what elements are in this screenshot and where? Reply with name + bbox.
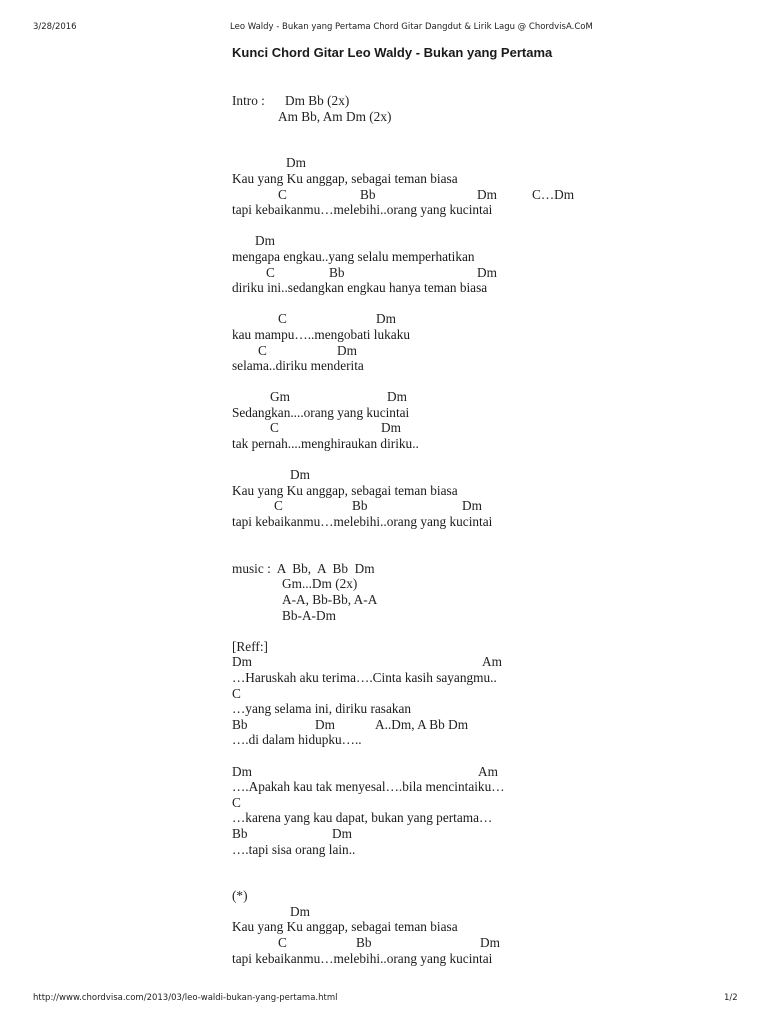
blank-line: [232, 140, 562, 156]
blank-line: [232, 530, 562, 546]
lyric-line: [232, 483, 562, 499]
chord-token: Dm: [462, 498, 482, 514]
chord-line: [232, 498, 562, 514]
chord-token: Dm: [477, 186, 497, 202]
lyric-text: tapi kebaikanmu…melebihi..orang yang kucintai: [232, 202, 493, 218]
lyric-text: Kau yang Ku anggap, sebagai teman biasa: [232, 482, 458, 498]
blank-line: [232, 623, 562, 639]
lyric-line: [232, 732, 562, 748]
chord-line: [232, 389, 562, 405]
chord-line: [232, 639, 562, 655]
chord-token: Dm: [337, 342, 357, 358]
blank-line: [232, 296, 562, 312]
lyric-text: Kau yang Ku anggap, sebagai teman biasa: [232, 919, 458, 935]
chord-line: [232, 155, 562, 171]
lyric-text: diriku ini..sedangkan engkau hanya teman biasa: [232, 280, 488, 296]
chord-sheet: [232, 93, 575, 966]
print-footer-url: http://www.chordvisa.com/2013/03/leo-waldi-bukan-yang-pertama.html: [33, 993, 338, 1003]
lyric-text: …Haruskah aku terima….Cinta kasih sayangmu..: [232, 669, 497, 685]
chord-line: [232, 109, 562, 125]
chord-token: music : A Bb, A Bb Dm: [232, 560, 375, 576]
document-title: Kunci Chord Gitar Leo Waldy - Bukan yang Pertama: [232, 45, 553, 60]
chord-token: Bb: [356, 935, 372, 951]
chord-token: Gm...Dm (2x): [282, 576, 358, 592]
chord-token: C: [278, 935, 287, 951]
blank-line: [232, 452, 562, 468]
lyric-line: [232, 919, 562, 935]
lyric-text: Sedangkan....orang yang kucintai: [232, 404, 410, 420]
chord-token: Am Bb, Am Dm (2x): [278, 108, 392, 124]
lyric-line: [232, 514, 562, 530]
chord-token: Bb: [329, 264, 345, 280]
lyric-text: ….Apakah kau tak menyesal….bila mencintaiku…: [232, 779, 505, 795]
lyric-text: kau mampu…..mengobati lukaku: [232, 326, 410, 342]
chord-token: Dm: [232, 654, 252, 670]
chord-token: Dm: [381, 420, 401, 436]
chord-token: Dm: [290, 903, 310, 919]
chord-token: C: [232, 794, 241, 810]
lyric-line: [232, 327, 562, 343]
chord-token: Dm: [376, 311, 396, 327]
chord-line: [232, 561, 562, 577]
page-number: 1/2: [724, 993, 738, 1003]
lyric-line: [232, 436, 562, 452]
lyric-line: [232, 358, 562, 374]
lyric-line: [232, 202, 562, 218]
lyric-text: tak pernah....menghiraukan diriku..: [232, 436, 419, 452]
lyric-line: [232, 405, 562, 421]
chord-line: [232, 311, 562, 327]
lyric-line: [232, 249, 562, 265]
chord-line: [232, 93, 562, 109]
lyric-text: …yang selama ini, diriku rasakan: [232, 701, 412, 717]
lyric-line: [232, 280, 562, 296]
chord-token: Dm: [290, 467, 310, 483]
chord-line: [232, 420, 562, 436]
lyric-line: [232, 171, 562, 187]
chord-token: C: [274, 498, 283, 514]
chord-token: Dm: [315, 716, 335, 732]
blank-line: [232, 545, 562, 561]
chord-line: [232, 764, 562, 780]
chord-token: Am: [482, 654, 502, 670]
chord-line: [232, 343, 562, 359]
lyric-line: [232, 701, 562, 717]
chord-token: C: [258, 342, 267, 358]
chord-line: [232, 265, 562, 281]
lyric-text: mengapa engkau..yang selalu memperhatikan: [232, 248, 475, 264]
chord-token: Intro :: [232, 93, 265, 108]
lyric-line: [232, 670, 562, 686]
chord-token: Dm: [387, 389, 407, 405]
chord-token: C…Dm: [532, 186, 575, 202]
chord-line: [232, 904, 562, 920]
chord-token: Dm: [255, 233, 275, 249]
chord-token: Bb: [360, 186, 376, 202]
blank-line: [232, 873, 562, 889]
chord-token: C: [278, 186, 287, 202]
chord-token: Dm: [477, 264, 497, 280]
lyric-text: selama..diriku menderita: [232, 358, 364, 374]
chord-line: [232, 795, 562, 811]
chord-line: [232, 654, 562, 670]
lyric-text: ….di dalam hidupku…..: [232, 732, 362, 748]
chord-token: C: [232, 685, 241, 701]
chord-token: Gm: [270, 389, 290, 405]
chord-line: [232, 233, 562, 249]
chord-token: Dm: [332, 825, 352, 841]
chord-line: [232, 935, 562, 951]
chord-line: [232, 592, 562, 608]
blank-line: [232, 124, 562, 140]
print-date: 3/28/2016: [33, 22, 77, 32]
lyric-line: [232, 951, 562, 967]
lyric-text: …karena yang kau dapat, bukan yang pertama…: [232, 810, 493, 826]
chord-token: Dm: [286, 155, 306, 171]
chord-line: [232, 717, 562, 733]
chord-token: C: [266, 264, 275, 280]
chord-token: Bb: [232, 716, 248, 732]
lyric-text: tapi kebaikanmu…melebihi..orang yang kucintai: [232, 950, 493, 966]
chord-token: A..Dm, A Bb Dm: [375, 716, 469, 732]
chord-token: Am: [478, 763, 498, 779]
lyric-line: [232, 810, 562, 826]
chord-token: Bb-A-Dm: [282, 607, 336, 623]
chord-line: [232, 888, 562, 904]
blank-line: [232, 218, 562, 234]
blank-line: [232, 748, 562, 764]
chord-token: [Reff:]: [232, 638, 268, 654]
chord-token: Dm: [480, 935, 500, 951]
chord-token: Dm Bb (2x): [285, 93, 350, 108]
lyric-text: ….tapi sisa orang lain..: [232, 841, 356, 857]
chord-token: Dm: [232, 763, 252, 779]
chord-token: Bb: [352, 498, 368, 514]
chord-line: [232, 686, 562, 702]
lyric-text: tapi kebaikanmu…melebihi..orang yang kucintai: [232, 514, 493, 530]
lyric-line: [232, 842, 562, 858]
blank-line: [232, 374, 562, 390]
lyric-line: [232, 779, 562, 795]
chord-line: [232, 826, 562, 842]
blank-line: [232, 857, 562, 873]
chord-line: [232, 186, 575, 203]
chord-line: [232, 608, 562, 624]
chord-token: Bb: [232, 825, 248, 841]
chord-token: A-A, Bb-Bb, A-A: [282, 592, 378, 607]
chord-token: (*): [232, 888, 248, 904]
lyric-text: Kau yang Ku anggap, sebagai teman biasa: [232, 170, 458, 186]
chord-line: [232, 576, 562, 592]
print-header-title: Leo Waldy - Bukan yang Pertama Chord Gitar Dangdut & Lirik Lagu @ ChordvisA.CoM: [230, 22, 593, 32]
chord-line: [232, 467, 562, 483]
chord-token: C: [278, 311, 287, 327]
chord-token: C: [270, 420, 279, 436]
